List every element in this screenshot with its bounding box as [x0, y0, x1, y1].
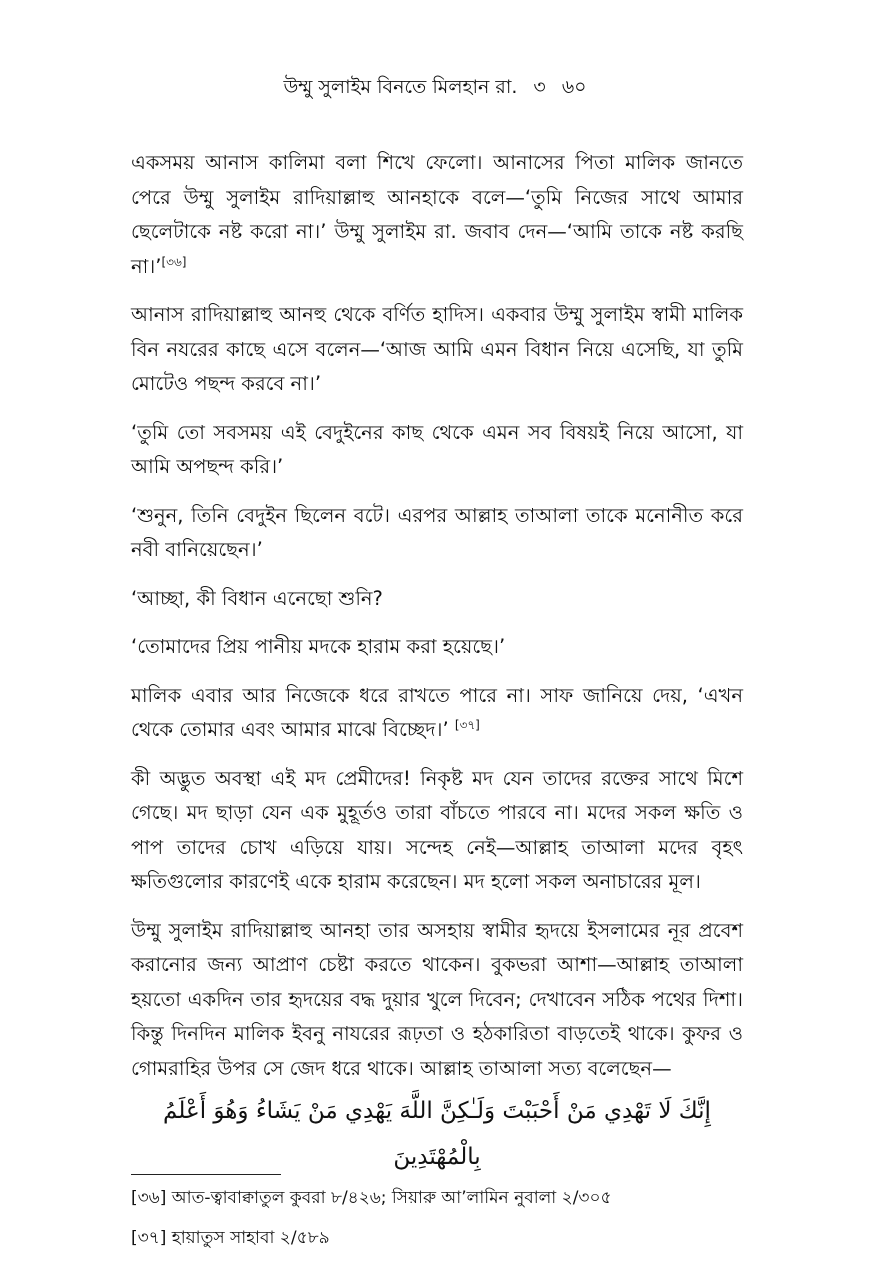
paragraph: উম্মু সুলাইম রাদিয়াল্লাহু আনহা তার অসহায় স্বামীর হৃদয়ে ইসলামের নূর প্রবেশ করানোর জন্য আপ্রাণ চেষ্টা করতে থাকেন। বুকভরা আশা—আল্লাহ তাআলা হয়তো একদিন তার হৃদয়ের বদ্ধ দুয়ার খুলে দিবেন; দেখাবেন সঠিক পথের দিশা। কিন্তু দিনদিন মালিক ইবনু নাযরের রূঢ়তা ও হঠকারিতা বাড়তেই থাকে। কুফর ও গোমরাহির উপর সে জেদ ধরে থাকে। আল্লাহ তাআলা সত্য বলেছেন—	[131, 918, 743, 1080]
body-text	[131, 146, 743, 1100]
footnote-divider	[131, 1174, 281, 1175]
paragraph: ‘শুনুন, তিনি বেদুইন ছিলেন বটে। এরপর আল্লাহ তাআলা তাকে মনোনীত করে নবী বানিয়েছেন।’	[131, 503, 743, 561]
footnote: [৩৬] আত-ত্বাবাক্বাতুল কুবরা ৮/৪২৬; সিয়ারু আ’লামিন নুবালা ২/৩০৫	[131, 1188, 612, 1208]
paragraph: একসময় আনাস কালিমা বলা শিখে ফেলো। আনাসের পিতা মালিক জানতে পেরে উম্মু সুলাইম রাদিয়াল্লাহু আনহাকে বলে—‘তুমি নিজের সাথে আমার ছেলেটাকে নষ্ট করো না।’ উম্মু সুলাইম রা. জবাব দেন—‘আমি তাকে নষ্ট করছি না।’[৩৬]	[131, 151, 743, 278]
paragraph: আনাস রাদিয়াল্লাহু আনহু থেকে বর্ণিত হাদিস। একবার উম্মু সুলাইম স্বামী মালিক বিন নযরের কাছে এসে বলেন—‘আজ আমি এমন বিধান নিয়ে এসেছি, যা তুমি মোটেও পছন্দ করবে না।’	[131, 303, 743, 395]
page-number: ৬০	[561, 76, 587, 98]
paragraph: ‘তোমাদের প্রিয় পানীয় মদকে হারাম করা হয়েছে।’	[131, 635, 506, 658]
footnotes	[131, 1186, 743, 1266]
paragraph: ‘আচ্ছা, কী বিধান এনেছো শুনি?	[131, 586, 383, 610]
footnote-ref: [৩৭]	[454, 718, 480, 732]
paragraph: কী অদ্ভুত অবস্থা এই মদ প্রেমীদের! নিকৃষ্ট মদ যেন তাদের রক্তের সাথে মিশে গেছে। মদ ছাড়া যেন এক মুহূর্তও তারা বাঁচতে পারবে না। মদের সকল ক্ষতি ও পাপ তাদের চোখ এড়িয়ে যায়। সন্দেহ নেই—আল্লাহ তাআলা মদের বৃহৎ ক্ষতিগুলোর কারণেই একে হারাম করেছেন। মদ হলো সকল অনাচারের মূল।	[131, 766, 743, 893]
running-header	[0, 72, 870, 102]
footnote-ref: [৩৬]	[161, 254, 187, 269]
header-separator: ৩	[533, 76, 546, 98]
paragraph: ‘তুমি তো সবসময় এই বেদুইনের কাছ থেকে এমন সব বিষয়ই নিয়ে আসো, যা আমি অপছন্দ করি।’	[131, 420, 743, 478]
footnote: [৩৭] হায়াতুস সাহাবা ২/৫৮৯	[131, 1228, 330, 1248]
running-title: উম্মু সুলাইম বিনতে মিলহান রা.	[283, 76, 518, 98]
quran-verse: إِنَّكَ لَا تَهْدِي مَنْ أَحْبَبْتَ وَلَـٰكِنَّ اللَّهَ يَهْدِي مَنْ يَشَاءُ وَهُوَ أَعْلَمُ بِالْمُهْتَدِينَ	[163, 1098, 711, 1170]
paragraph: মালিক এবার আর নিজেকে ধরে রাখতে পারে না। সাফ জানিয়ে দেয়, ‘এখন থেকে তোমার এবং আমার মাঝে বিচ্ছেদ।’ [৩৭]	[131, 683, 743, 741]
